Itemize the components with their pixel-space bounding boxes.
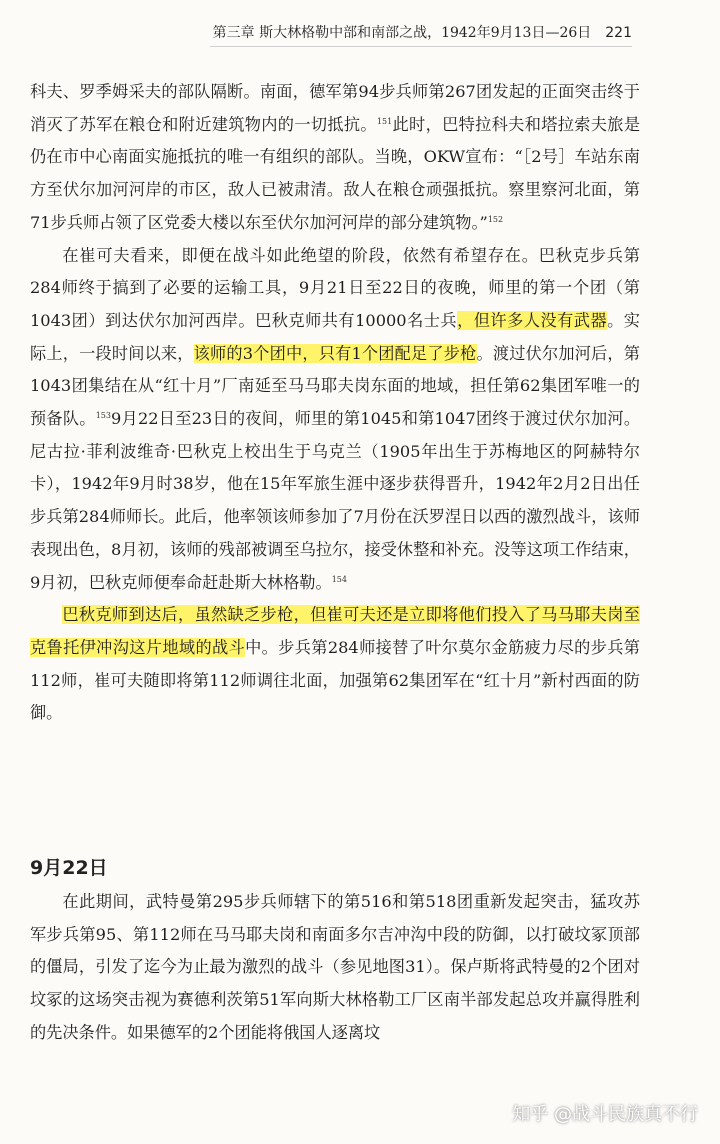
section-heading: 9月22日 <box>30 857 108 879</box>
text-run: 此时，巴特拉科夫和塔拉索夫旅是仍在市中心南面实施抵抗的唯一有组织的部队。当晚，OKW宣布：“［2号］车站东南方至伏尔加河河岸的市区，敌人已被肃清。敌人在粮仓顽强抵抗。察里察河北面，第71步兵师占领了区党委大楼以东至伏尔加河河岸的部分建筑物。” <box>30 114 641 232</box>
main-text <box>30 76 640 730</box>
footnote-ref: 152 <box>487 214 504 224</box>
footnote-ref: 151 <box>376 116 393 126</box>
page-number: 221 <box>605 25 632 41</box>
text-run: 9月22日至23日的夜间，师里的第1045和第1047团终于渡过伏尔加河。尼古拉·菲利波维奇·巴秋克上校出生于乌克兰（1905年出生于苏梅地区的阿赫特尔卡），1942年9月时38岁，他在15年军旅生涯中逐步获得晋升，1942年2月2日出任步兵第284师师长。此后，他率领该师参加了7月份在沃罗涅日以西的激烈战斗，该师表现出色，8月初，该师的残部被调至乌拉尔，接受休整和补充。没等这项工作结束，9月初，巴秋克师便奉命赶赴斯大林格勒。 <box>30 409 641 592</box>
text-run: 。渡过伏尔加河后，第1043团集结在从“红十月”厂南延至马马耶夫岗东面的地域，担任第62集团军唯一的预备队。 <box>30 343 640 429</box>
text-run: 。实际上，一段时间以来， <box>30 310 640 363</box>
chapter-title: 第三章 斯大林格勒中部和南部之战，1942年9月13日—26日 <box>212 25 592 41</box>
paragraph <box>30 76 640 240</box>
paragraph <box>30 886 640 1050</box>
watermark: 知乎 @战斗民族真不行 <box>512 1104 698 1125</box>
footnote-ref: 154 <box>331 574 347 584</box>
highlighted-text: 该师的3个团中，只有1个团配足了步枪 <box>193 343 477 363</box>
text-run: 中。步兵第284师接替了叶尔莫尔金筋疲力尽的步兵第112师，崔可夫随即将第112师调往北面，加强第62集团军在“红十月”新村西面的防御。 <box>30 637 640 723</box>
text-run: 科夫、罗季姆采夫的部队隔断。南面，德军第94步兵师第267团发起的正面突击终于消灭了苏军在粮仓和附近建筑物内的一切抵抗。 <box>30 82 640 134</box>
section-text <box>30 886 640 1050</box>
header-rule <box>210 46 632 47</box>
highlighted-text: ，但许多人没有武器 <box>457 310 608 330</box>
running-header <box>200 22 632 42</box>
paragraph <box>30 599 640 730</box>
text-run: 在崔可夫看来，即便在战斗如此绝望的阶段，依然有希望存在。巴秋克步兵第284师终于搞到了必要的运输工具，9月21日至22日的夜晚，师里的第一个团（第1043团）到达伏尔加河西岸。巴秋克师共有10000名士兵 <box>30 245 640 330</box>
paragraph <box>30 240 640 600</box>
footnote-ref: 153 <box>95 411 111 421</box>
text-run: 在此期间，武特曼第295步兵师辖下的第516和第518团重新发起突击，猛攻苏军步兵第95、第112师在马马耶夫岗和南面多尔吉冲沟中段的防御，以打破坟冢顶部的僵局，引发了迄今为止最为激烈的战斗（参见地图31）。保卢斯将武特曼的2个团对坟冢的这场突击视为赛德利茨第51军向斯大林格勒工厂区南半部发起总攻并赢得胜利的先决条件。如果德军的2个团能将俄国人逐离坟 <box>30 892 640 1042</box>
highlighted-text: 巴秋克师到达后，虽然缺乏步枪，但崔可夫还是立即将他们投入了马马耶夫岗至克鲁托伊冲沟这片地域的战斗 <box>30 605 640 657</box>
